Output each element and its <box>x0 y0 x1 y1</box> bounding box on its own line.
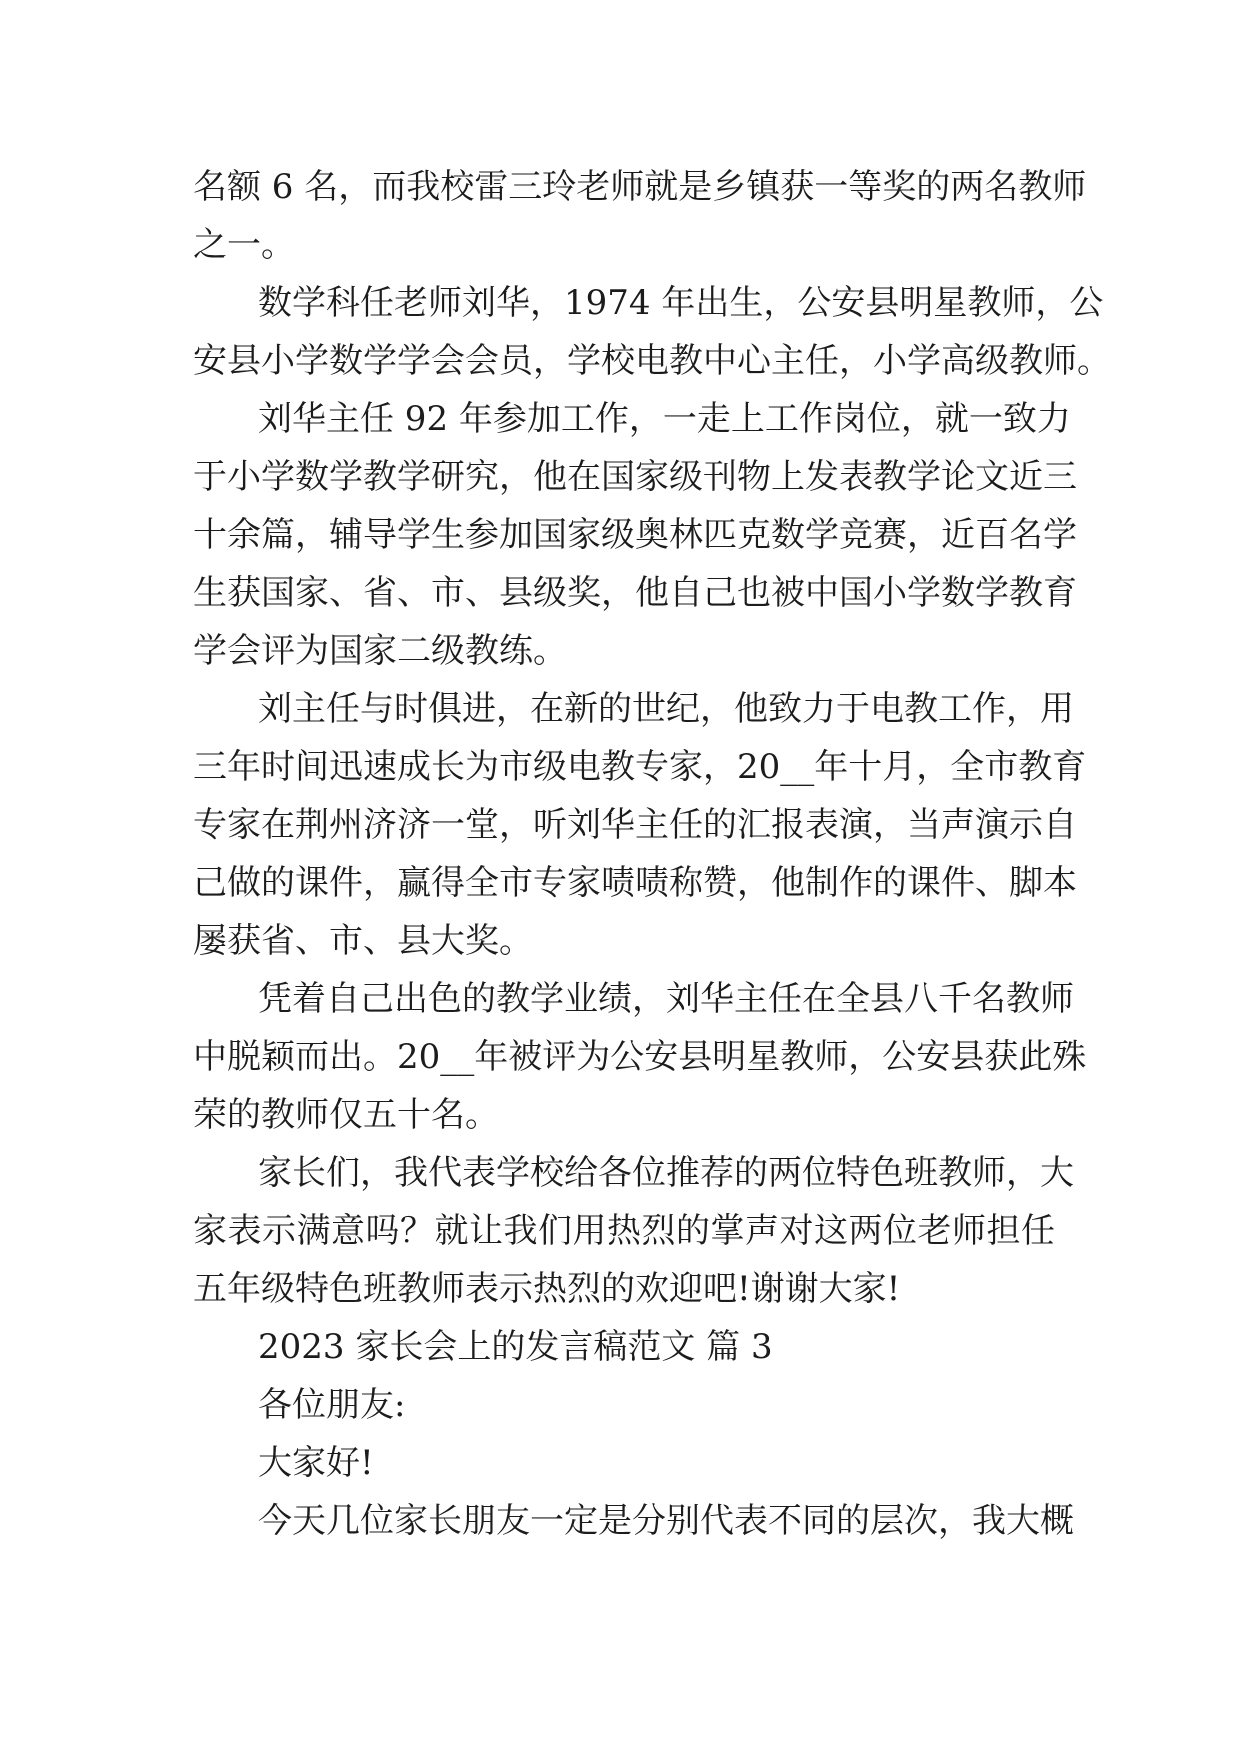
text-line: 刘主任与时俱进，在新的世纪，他致力于电教工作，用 <box>258 689 1074 729</box>
text-line: 数学科任老师刘华，1974 年出生，公安县明星教师，公 <box>258 283 1104 323</box>
text-line: 名额 6 名，而我校雷三玲老师就是乡镇获一等奖的两名教师 <box>193 167 1087 207</box>
text-line: 学会评为国家二级教练。 <box>193 631 567 671</box>
text-line: 各位朋友: <box>258 1385 406 1425</box>
text-line: 五年级特色班教师表示热烈的欢迎吧!谢谢大家! <box>193 1269 901 1309</box>
text-line: 凭着自己出色的教学业绩，刘华主任在全县八千名教师 <box>258 979 1074 1019</box>
text-line: 大家好! <box>258 1443 374 1483</box>
text-line: 荣的教师仅五十名。 <box>193 1095 499 1135</box>
text-line: 屡获省、市、县大奖。 <box>193 921 533 961</box>
text-line: 十余篇，辅导学生参加国家级奥林匹克数学竞赛，近百名学 <box>193 515 1077 555</box>
text-line: 2023 家长会上的发言稿范文 篇 3 <box>258 1327 773 1367</box>
text-line: 之一。 <box>193 225 295 265</box>
text-line: 生获国家、省、市、县级奖，他自己也被中国小学数学教育 <box>193 573 1077 613</box>
text-line: 中脱颖而出。20__年被评为公安县明星教师，公安县获此殊 <box>193 1037 1087 1077</box>
text-line: 家表示满意吗？就让我们用热烈的掌声对这两位老师担任 <box>193 1211 1055 1251</box>
text-line: 己做的课件，赢得全市专家啧啧称赞，他制作的课件、脚本 <box>193 863 1077 903</box>
text-line: 于小学数学教学研究，他在国家级刊物上发表教学论文近三 <box>193 457 1077 497</box>
body-text <box>193 158 1111 1550</box>
text-line: 安县小学数学学会会员，学校电教中心主任，小学高级教师。 <box>193 341 1111 381</box>
text-line: 三年时间迅速成长为市级电教专家，20__年十月，全市教育 <box>193 747 1087 787</box>
text-line: 今天几位家长朋友一定是分别代表不同的层次，我大概 <box>258 1501 1074 1541</box>
text-line: 专家在荆州济济一堂，听刘华主任的汇报表演，当声演示自 <box>193 805 1077 845</box>
text-line: 家长们，我代表学校给各位推荐的两位特色班教师，大 <box>258 1153 1074 1193</box>
text-line: 刘华主任 92 年参加工作，一走上工作岗位，就一致力 <box>258 399 1071 439</box>
